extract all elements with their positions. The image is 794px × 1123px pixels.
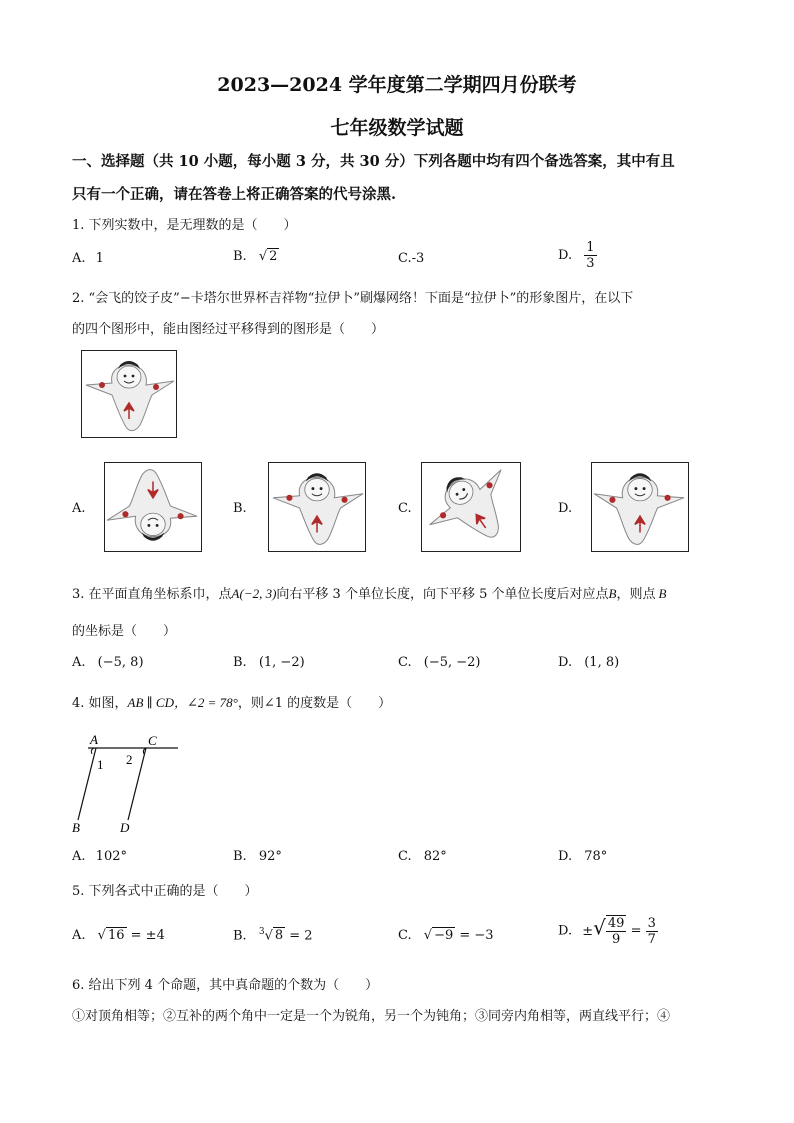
q3-option-a xyxy=(72,655,144,670)
q3-text: 3. 在平面直角坐标系巾，点 xyxy=(72,587,232,602)
option-label: C. xyxy=(398,928,412,943)
q5-option-a: A. √ 16 = ±4 xyxy=(72,928,165,943)
q3-option-d xyxy=(558,655,619,670)
q3-text: 向右平移 3 个单位长度，向下平移 5 个单位长度后对应点 xyxy=(276,587,609,602)
q1-option-b: B. √ 2 xyxy=(233,249,278,264)
mascot-figure xyxy=(592,463,688,551)
q5-option-c: C. √ −9 = −3 xyxy=(398,928,494,943)
option-label: C. xyxy=(398,655,412,670)
q4-option-a xyxy=(72,849,127,864)
label-c: C xyxy=(148,733,157,748)
option-value: (1, 8) xyxy=(584,655,620,670)
label-a: A xyxy=(90,732,98,747)
option-value: (−5, 8) xyxy=(97,655,144,670)
q2-stem-line2: 的四个图形中，能由图经过平移得到的图形是（ ） xyxy=(72,322,385,337)
q3-point-b: B xyxy=(608,586,617,601)
q2-stem-line1: 2. “会飞的饺子皮”−卡塔尔世界杯吉祥物“拉伊卜”刷爆网络！下面是“拉伊卜”的形象图片，在以下 xyxy=(72,291,634,306)
q6-stem: 6. 给出下列 4 个命题，其中真命题的个数为（ ） xyxy=(72,978,379,993)
sqrt-radicand: 16 xyxy=(107,928,125,943)
sqrt-radicand: 2 xyxy=(269,249,278,264)
q2-option-b-image xyxy=(268,462,366,552)
option-value: 92° xyxy=(258,849,282,864)
q4-option-d xyxy=(558,849,607,864)
q3-stem-line2: 的坐标是（ ） xyxy=(72,624,177,639)
q5-stem: 5. 下列各式中正确的是（ ） xyxy=(72,884,258,899)
section-instructions-line2: 只有一个正确，请在答卷上将正确答案的代号涂黑. xyxy=(72,186,397,203)
option-label: A. xyxy=(72,251,86,266)
label-d: D xyxy=(120,820,130,835)
fraction-numerator: 1 xyxy=(586,240,595,255)
mascot-figure xyxy=(422,463,520,551)
mascot-figure xyxy=(269,463,365,551)
label-angle-2: 2 xyxy=(126,752,133,767)
q3-stem-line1 xyxy=(72,583,666,602)
sqrt-radicand: −9 xyxy=(434,928,454,943)
equals-sign: = xyxy=(626,923,646,939)
option-label: D. xyxy=(558,849,573,864)
section-instructions-line1: 一、选择题（共 10 小题，每小题 3 分，共 30 分）下列各题中均有四个备选答案，其中有且 xyxy=(72,153,675,170)
q3-point-b: B xyxy=(658,586,667,601)
q4-option-b xyxy=(233,849,282,864)
q5-option-b: B. $^3$√ 8 = 2 xyxy=(233,927,313,944)
option-label: B. xyxy=(233,928,247,944)
q1-option-c xyxy=(398,251,424,266)
option-label: C. xyxy=(398,849,412,864)
q4-parallel-lines-figure xyxy=(70,728,190,838)
q3-option-c xyxy=(398,655,481,670)
option-value: 82° xyxy=(423,849,447,864)
q2-option-a-image xyxy=(104,462,202,552)
sqrt-radicand: 8 xyxy=(274,928,284,944)
exam-title: 2023—2024 学年度第二学期四月份联考 xyxy=(217,74,577,96)
option-label: A. xyxy=(72,849,86,864)
option-label: D. xyxy=(558,923,573,939)
option-value: (1, −2) xyxy=(258,655,305,670)
q1-option-a xyxy=(72,251,104,266)
plus-minus: ± xyxy=(582,923,594,939)
option-label: A. xyxy=(72,928,86,943)
option-rest: = ±4 xyxy=(126,928,165,943)
q2-option-d-image xyxy=(591,462,689,552)
q5-option-d: D. ±√ $\frac{49}{9}$ = $\frac{3}{7}$ xyxy=(558,915,656,947)
q6-statements: ①对顶角相等；②互补的两个角中一定是一个为锐角，另一个为钝角；③同旁内角相等，两直线平行；④ xyxy=(72,1009,671,1024)
q2-option-c-label: C. xyxy=(398,501,412,516)
q3-point-a: A(−2, 3) xyxy=(231,586,277,601)
line-ab xyxy=(78,748,96,820)
exam-subtitle: 七年级数学试题 xyxy=(330,117,464,139)
label-b: B xyxy=(72,820,80,835)
q3-text: ，则点 xyxy=(616,587,656,602)
q2-option-d-label: D. xyxy=(558,501,573,516)
q2-option-a-label: A. xyxy=(72,501,86,516)
q1-option-d xyxy=(558,240,597,271)
option-rest: = −3 xyxy=(455,928,494,943)
option-label: B. xyxy=(233,249,247,264)
fraction-denominator: 7 xyxy=(647,931,656,947)
fraction-denominator: 3 xyxy=(586,256,595,271)
label-angle-1: 1 xyxy=(97,757,104,772)
q2-option-b-label: B. xyxy=(233,501,247,516)
option-label: B. xyxy=(233,849,247,864)
option-label: C. xyxy=(398,251,412,266)
fraction-numerator: 49 xyxy=(607,916,625,931)
q2-option-c-image xyxy=(421,462,521,552)
option-value: 1 xyxy=(95,251,104,266)
q4-text: ，则∠1 的度数是（ ） xyxy=(237,696,392,711)
option-label: D. xyxy=(558,655,573,670)
option-value: (−5, −2) xyxy=(423,655,481,670)
option-label: A. xyxy=(72,655,86,670)
option-value: -3 xyxy=(411,251,425,266)
angle-1-arc xyxy=(91,748,94,754)
mascot-figure xyxy=(82,351,176,437)
q4-stem xyxy=(72,692,391,711)
fraction-denominator: 9 xyxy=(612,932,621,947)
q3-option-b xyxy=(233,655,305,670)
q4-option-c xyxy=(398,849,447,864)
option-rest: = 2 xyxy=(285,928,313,944)
option-label: D. xyxy=(558,248,573,263)
mascot-figure xyxy=(105,463,201,551)
option-value: 102° xyxy=(95,849,127,864)
mascot-original-image xyxy=(81,350,177,438)
root-index: 3 xyxy=(258,927,265,937)
fraction-numerator: 3 xyxy=(647,915,656,931)
q1-stem: 1. 下列实数中，是无理数的是（ ） xyxy=(72,218,297,233)
option-label: B. xyxy=(233,655,247,670)
q4-text: 4. 如图， xyxy=(72,696,128,711)
option-value: 78° xyxy=(584,849,608,864)
q4-math: AB ∥ CD，∠2 = 78° xyxy=(127,695,238,710)
